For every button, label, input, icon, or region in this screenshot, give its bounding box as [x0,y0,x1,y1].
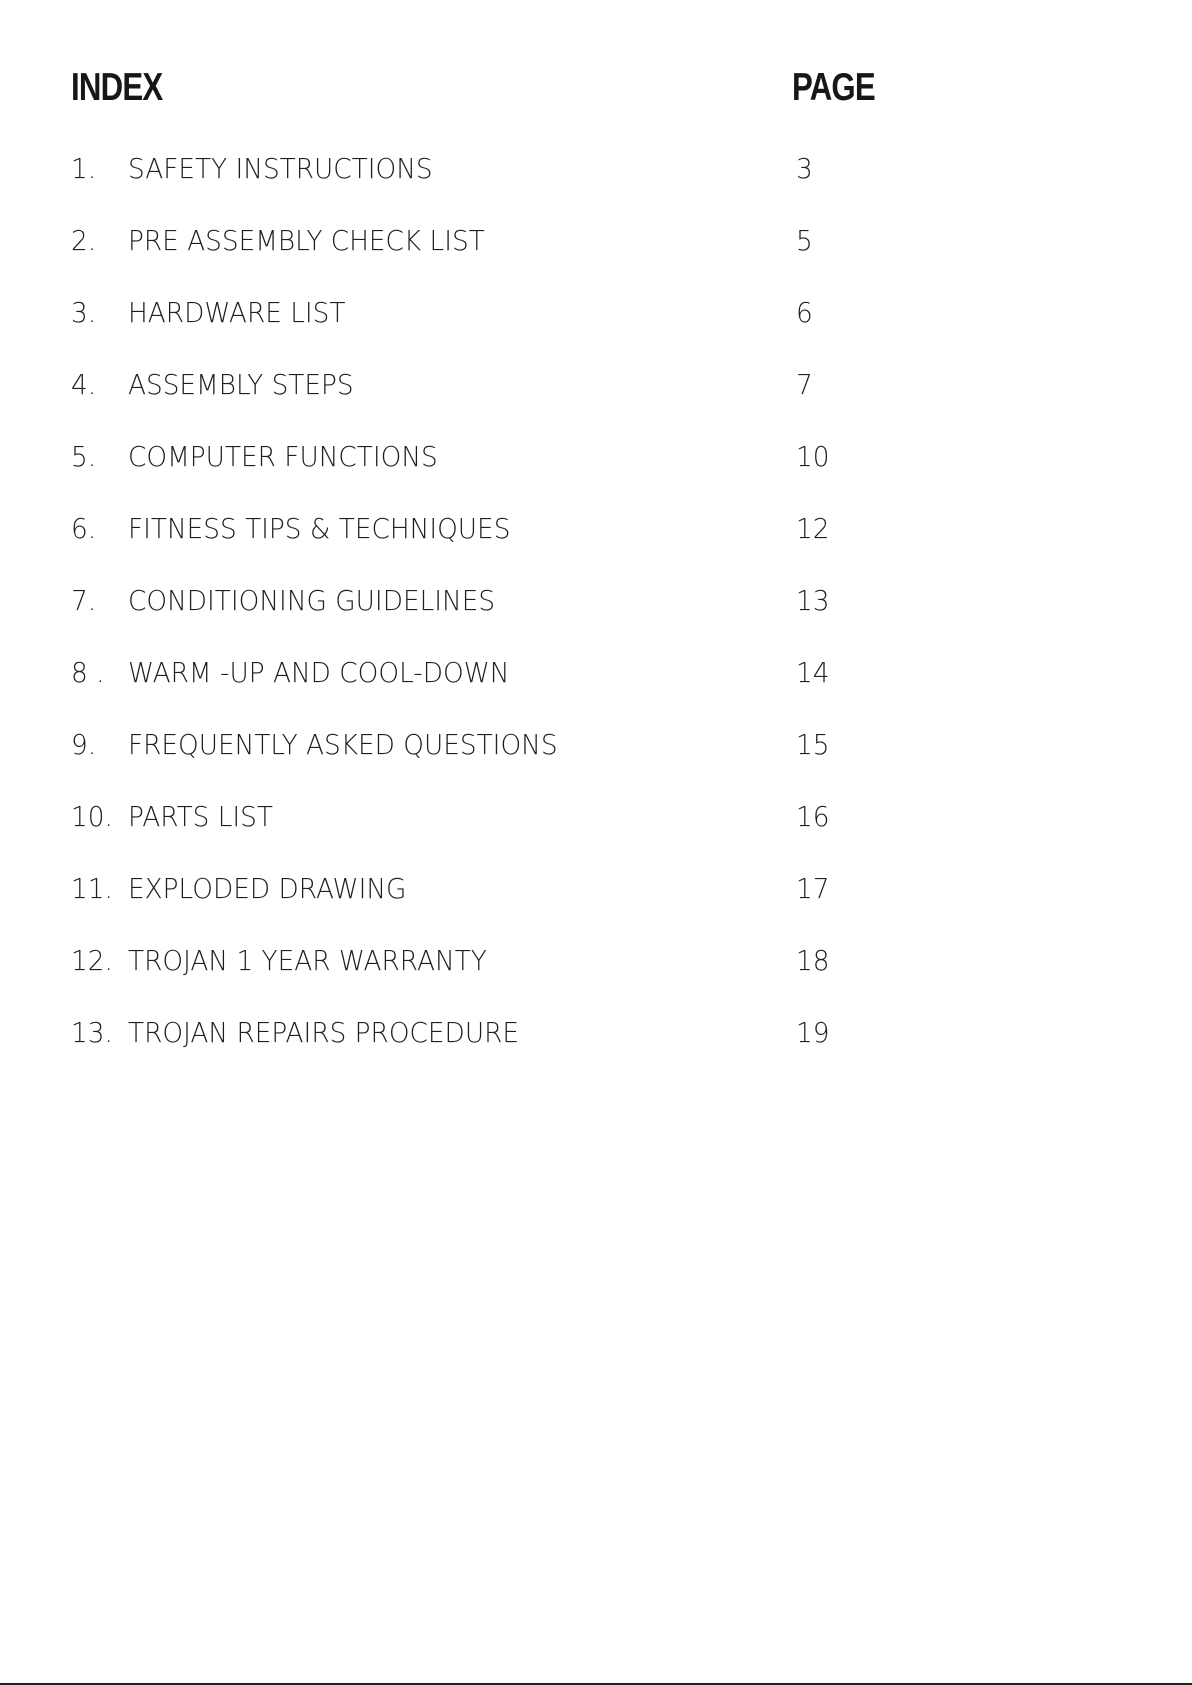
entry-title: TROJAN 1 YEAR WARRANTY [128,944,487,977]
toc-entry-trojan-repairs-procedure [0,1014,1192,1086]
entry-page-number: 19 [796,1016,830,1049]
entry-number: 7. [71,584,97,617]
page-column-heading: PAGE [792,66,875,109]
entry-title: EXPLODED DRAWING [128,872,407,905]
entry-page-number: 14 [796,656,830,689]
toc-entry-warm-up-cool-down [0,654,1192,726]
entry-page-number: 6 [796,296,813,329]
entry-title: CONDITIONING GUIDELINES [128,584,496,617]
entry-title: TROJAN REPAIRS PROCEDURE [128,1016,520,1049]
toc-entry-parts-list [0,798,1192,870]
entry-number: 1. [71,152,97,185]
entry-number: 11. [71,872,113,905]
entry-title: COMPUTER FUNCTIONS [128,440,438,473]
entry-number: 12. [71,944,113,977]
entry-number: 6. [71,512,97,545]
entry-title: SAFETY INSTRUCTIONS [128,152,433,185]
entry-number: 4. [71,368,97,401]
entry-page-number: 13 [796,584,830,617]
entry-title: FITNESS TIPS & TECHNIQUES [128,512,511,545]
entry-title: PARTS LIST [128,800,273,833]
entry-page-number: 5 [796,224,813,257]
toc-entry-conditioning-guidelines [0,582,1192,654]
toc-entry-trojan-warranty [0,942,1192,1014]
entry-title: FREQUENTLY ASKED QUESTIONS [128,728,558,761]
entry-page-number: 7 [796,368,813,401]
toc-entry-safety-instructions [0,150,1192,222]
entry-page-number: 10 [796,440,830,473]
toc-entry-assembly-steps [0,366,1192,438]
entry-page-number: 16 [796,800,830,833]
entry-number: 2. [71,224,97,257]
entry-page-number: 15 [796,728,830,761]
entry-page-number: 12 [796,512,830,545]
entry-number: 3. [71,296,97,329]
entry-number: 9. [71,728,97,761]
toc-entry-pre-assembly-check-list [0,222,1192,294]
entry-number: 5. [71,440,97,473]
entry-page-number: 18 [796,944,830,977]
toc-entry-fitness-tips-techniques [0,510,1192,582]
index-heading: INDEX [71,66,163,109]
entry-title: ASSEMBLY STEPS [128,368,354,401]
entry-number: 10. [71,800,113,833]
entry-number: 13. [71,1016,113,1049]
toc-entry-frequently-asked-questions [0,726,1192,798]
entry-number: 8 . [71,656,105,689]
entry-title: PRE ASSEMBLY CHECK LIST [128,224,485,257]
entry-title: WARM -UP AND COOL-DOWN [128,656,510,689]
entry-title: HARDWARE LIST [128,296,346,329]
table-of-contents [0,150,1192,1086]
toc-entry-computer-functions [0,438,1192,510]
toc-entry-exploded-drawing [0,870,1192,942]
entry-page-number: 3 [796,152,813,185]
toc-entry-hardware-list [0,294,1192,366]
entry-page-number: 17 [796,872,830,905]
